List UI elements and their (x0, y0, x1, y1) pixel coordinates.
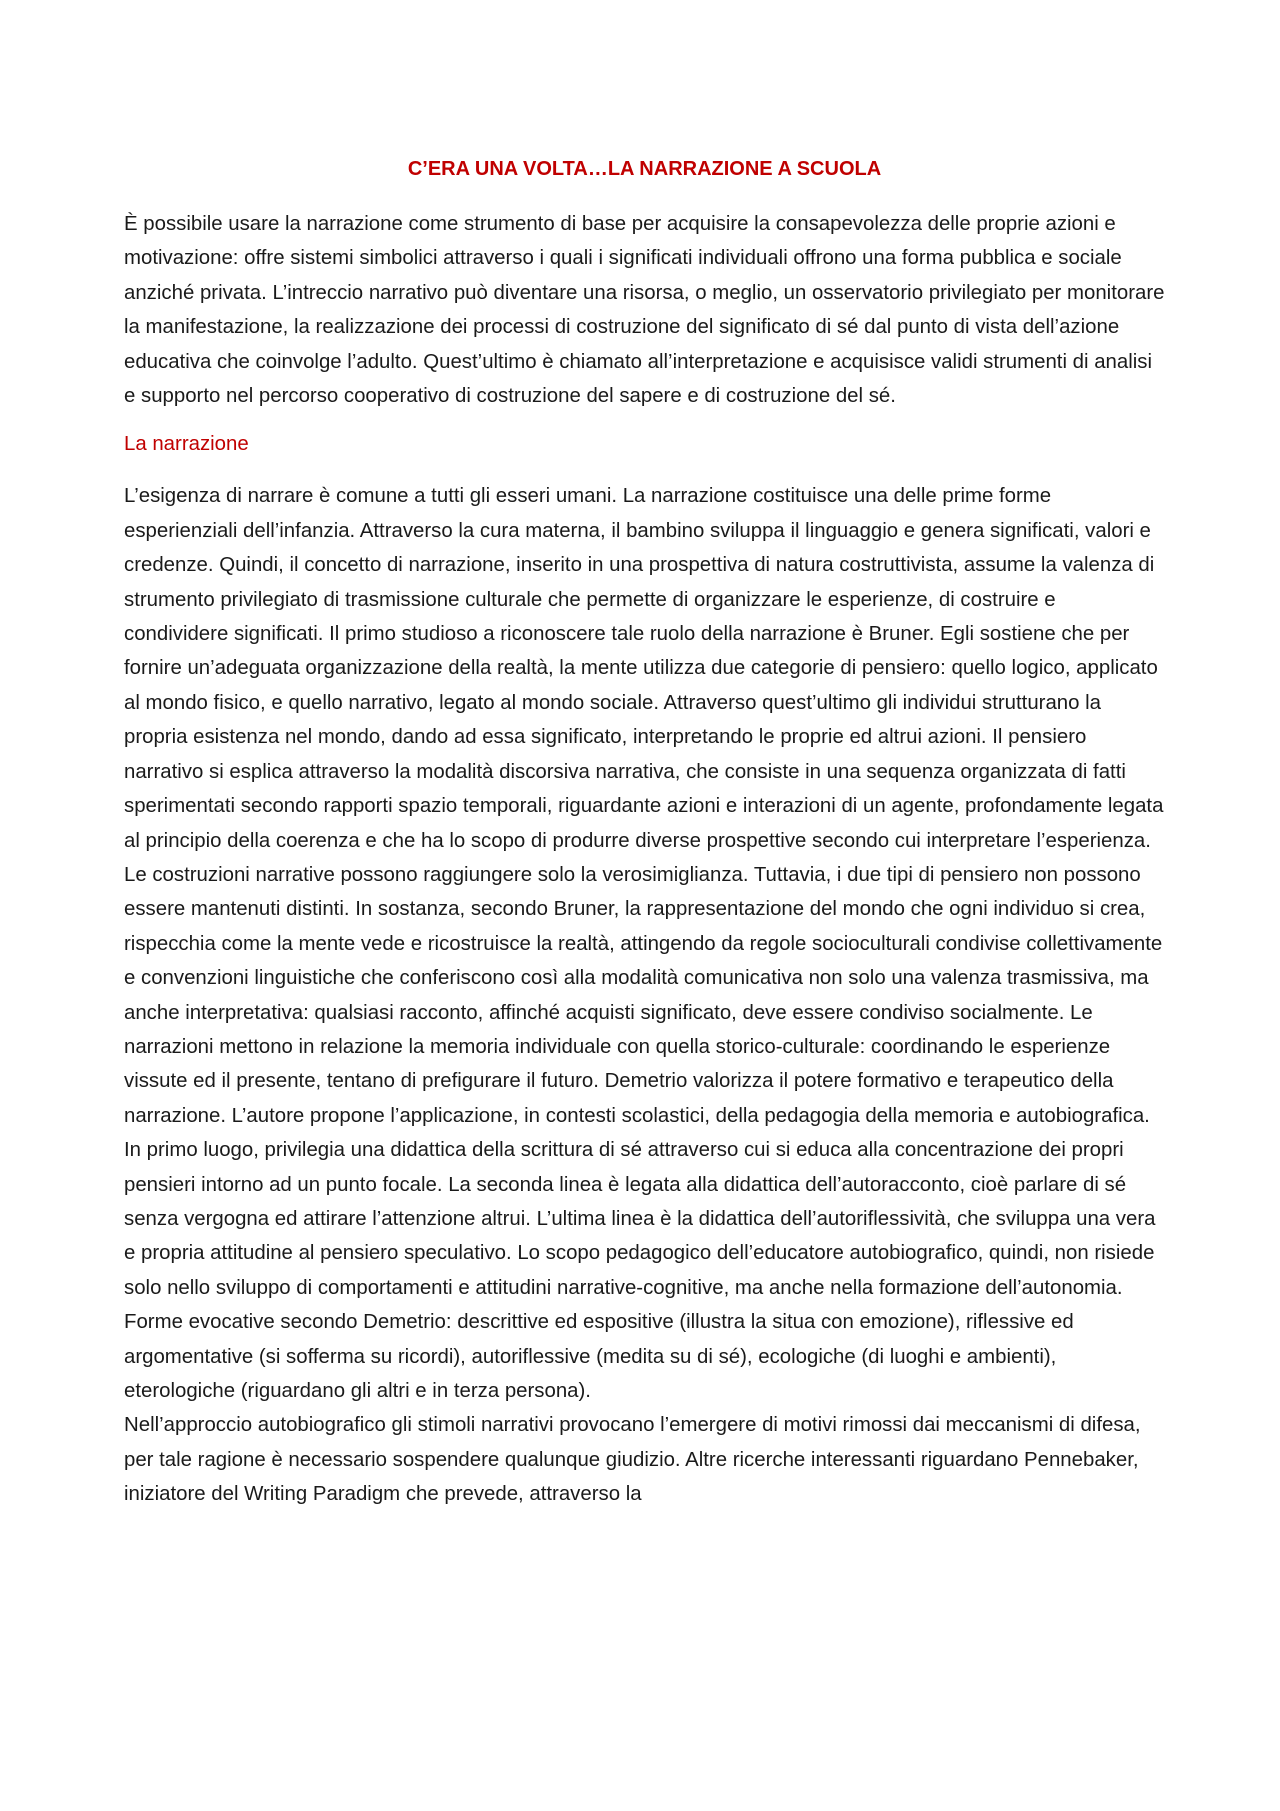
intro-paragraph: È possibile usare la narrazione come strumento di base per acquisire la consapevolezza delle proprie azioni e motivazione: offre sistemi simbolici attraverso i quali i significati individuali offrono una forma pubblica e sociale anziché privata. L’intreccio narrativo può diventare una risorsa, o meglio, un osservatorio privilegiato per monitorare la manifestazione, la realizzazione dei processi di costruzione del significato di sé dal punto di vista dell’azione educativa che coinvolge l’adulto. Quest’ultimo è chiamato all’interpretazione e acquisisce validi strumenti di analisi e supporto nel percorso cooperativo di costruzione del sapere e di costruzione del sé. (124, 213, 1165, 408)
section-heading: La narrazione (124, 433, 249, 456)
document-title: C’ERA UNA VOLTA…LA NARRAZIONE A SCUOLA (407, 158, 882, 180)
section-paragraph: L’esigenza di narrare è comune a tutti gli esseri umani. La narrazione costituisce una delle prime forme esperienziali dell’infanzia. Attraverso la cura materna, il bambino sviluppa il linguaggio e genera significati, valori e credenze. Quindi, il concetto di narrazione, inserito in una prospettiva di natura costruttivista, assume la valenza di strumento privilegiato di trasmissione culturale che permette di organizzare le esperienze, di costruire e condividere significati. Il primo studioso a riconoscere tale ruolo della narrazione è Bruner. Egli sostiene che per fornire un’adeguata organizzazione della realtà, la mente utilizza due categorie di pensiero: quello logico, applicato al mondo fisico, e quello narrativo, legato al mondo sociale. Attraverso quest’ultimo gli individui strutturano la propria esistenza nel mondo, dando ad essa significato, interpretando le proprie ed altrui azioni. Il pensiero narrativo si esplica attraverso la modalità discorsiva narrativa, che consiste in una sequenza organizzata di fatti sperimentati secondo rapporti spazio temporali, riguardante azioni e interazioni di un agente, profondamente legata al principio della coerenza e che ha lo scopo di produrre diverse prospettive secondo cui interpretare l’esperienza. Le costruzioni narrative possono raggiungere solo la verosimiglianza. Tuttavia, i due tipi di pensiero non possono essere mantenuti distinti. In sostanza, secondo Bruner, la rappresentazione del mondo che ogni individuo si crea, rispecchia come la mente vede e ricostruisce la realtà, attingendo da regole socioculturali condivise collettivamente e convenzioni linguistiche che conferiscono così alla modalità comunicativa non solo una valenza trasmissiva, ma anche interpretativa: qualsiasi racconto, affinché acquisti significato, deve essere condiviso socialmente. Le narrazioni mettono in relazione la memoria individuale con quella storico-culturale: coordinando le esperienze vissute ed il presente, tentano di prefigurare il futuro. Demetrio valorizza il potere formativo e terapeutico della narrazione. L’autore propone l’applicazione, in contesti scolastici, della pedagogia della memoria e autobiografica. In primo luogo, privilegia una didattica della scrittura di sé attraverso cui si educa alla concentrazione dei propri pensieri intorno ad un punto focale. La seconda linea è legata alla didattica dell’autoracconto, cioè parlare di sé senza vergogna ed attirare l’attenzione altrui. L’ultima linea è la didattica dell’autoriflessività, che sviluppa una vera e propria attitudine al pensiero speculativo. Lo scopo pedagogico dell’educatore autobiografico, quindi, non risiede solo nello sviluppo di comportamenti e attitudini narrative-cognitive, ma anche nella formazione dell’autonomia. Forme evocative secondo Demetrio: descrittive ed espositive (illustra la situa con emozione), riflessive ed argomentative (si sofferma su ricordi), autoriflessive (medita su di sé), ecologiche (di luoghi e ambienti), eterologiche (riguardano gli altri e in terza persona). (124, 485, 1164, 1402)
section-paragraph-continued: Nell’approccio autobiografico gli stimoli narrativi provocano l’emergere di motivi rimossi dai meccanismi di difesa, per tale ragione è necessario sospendere qualunque giudizio. Altre ricerche interessanti riguardano Pennebaker, iniziatore del Writing Paradigm che prevede, attraverso la (124, 1414, 1141, 1506)
